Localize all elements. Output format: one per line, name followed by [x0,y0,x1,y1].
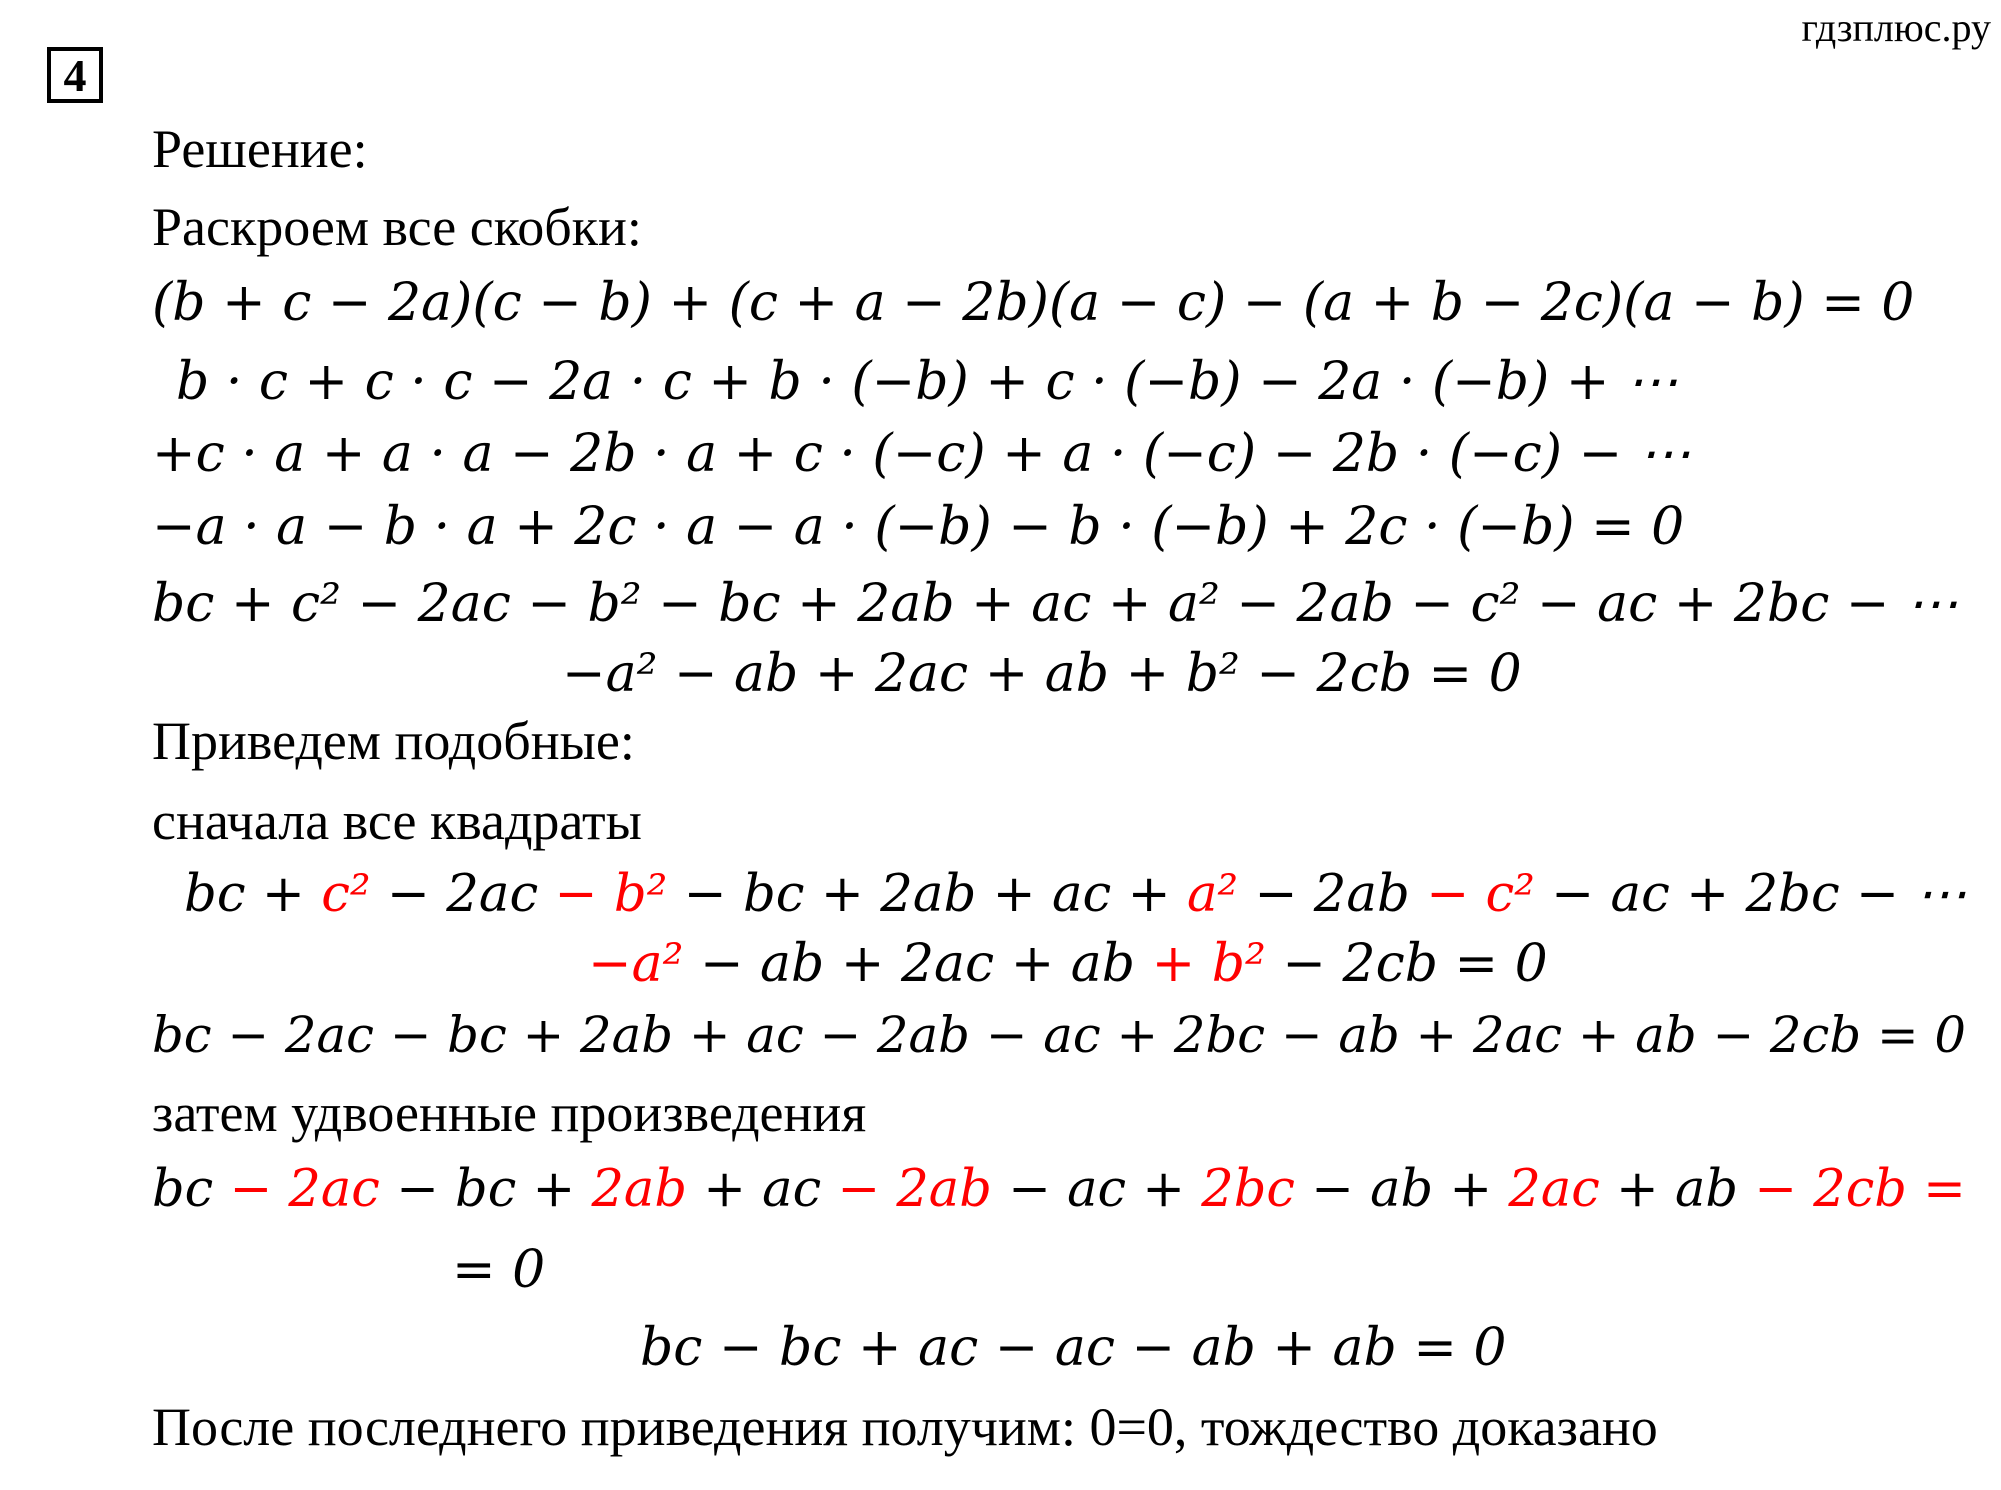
simplified-line-2 [562,644,1522,704]
highlighted-term: − 2cb = [1754,1160,1966,1219]
math-term: + ab [1599,1160,1755,1219]
math-term: − ab + [1294,1160,1509,1219]
math-term: = 0 [452,1240,546,1300]
highlighted-term: − 2ab [837,1160,992,1219]
expansion-line-2 [152,424,1691,484]
solution-heading: Решение: [152,119,368,179]
math-term: − 2ac [370,864,555,924]
math-term: bc + c² − 2ac − b² − bc + 2ab + ac + a² − 2ab − c² − ac + 2bc − ⋯ [152,574,1958,634]
squares-label: сначала все квадраты [152,791,642,851]
highlighted-term: − c² [1426,864,1535,924]
math-term: bc − 2ac − bc + 2ab + ac − 2ab − ac + 2bc − ab + 2ac + ab − 2cb = 0 [152,1006,1967,1064]
highlighted-term: 2ac [1508,1160,1600,1219]
math-term: bc + [184,864,322,924]
math-term: − 2ab [1238,864,1427,924]
math-term: − ac + 2bc − ⋯ [1534,864,1967,924]
math-term: − bc + [379,1160,592,1219]
simplified-line-1 [152,574,1958,634]
combine-like-label: Приведем подобные: [152,711,635,771]
squares-highlight-line-1 [184,864,1967,924]
math-term: − ab + 2ac + ab [683,934,1152,994]
math-term: − ac + [991,1160,1202,1219]
expand-brackets-label: Раскроем все скобки: [152,197,642,257]
after-squares-line [152,1006,1966,1064]
math-term: bc [152,1160,230,1219]
final-equation [640,1318,1507,1378]
math-term: − bc + 2ab + ac + [667,864,1187,924]
highlighted-term: −a² [588,934,684,994]
highlighted-term: c² [321,864,371,924]
squares-highlight-line-2 [588,934,1548,994]
math-term: + ac [687,1160,838,1219]
math-term: +c · a + a · a − 2b · a + c · (−c) + a · (−c) − 2b · (−c) − ⋯ [152,424,1691,484]
expansion-line-3 [152,497,1684,557]
equation-original [152,273,1914,333]
highlighted-term: − b² [554,864,668,924]
conclusion-text: После последнего приведения получим: 0=0, тождество доказано [152,1397,1658,1457]
math-term: −a · a − b · a + 2c · a − a · (−b) − b · (−b) + 2c · (−b) = 0 [152,497,1685,557]
double-products-result [452,1240,545,1300]
highlighted-term: a² [1186,864,1239,924]
highlighted-term: 2bc [1201,1160,1295,1219]
highlighted-term: + b² [1151,934,1266,994]
highlighted-term: 2ab [591,1160,687,1219]
double-products-label: затем удвоенные произведения [152,1083,867,1143]
math-term: −a² − ab + 2ac + ab + b² − 2cb = 0 [562,644,1522,704]
problem-number: 4 [47,47,103,103]
expansion-line-1 [176,352,1678,412]
math-term: b · c + c · c − 2a · c + b · (−b) + c · (−b) − 2a · (−b) + ⋯ [176,352,1678,412]
math-term: (b + c − 2a)(c − b) + (c + a − 2b)(a − c) − (a + b − 2c)(a − b) = 0 [152,273,1915,333]
watermark: гдзплюс.ру [1801,5,1991,50]
double-products-highlight-line [152,1160,1966,1219]
math-term: − 2cb = 0 [1265,934,1548,994]
highlighted-term: − 2ac [229,1160,380,1219]
math-term: bc − bc + ac − ac − ab + ab = 0 [640,1318,1507,1378]
